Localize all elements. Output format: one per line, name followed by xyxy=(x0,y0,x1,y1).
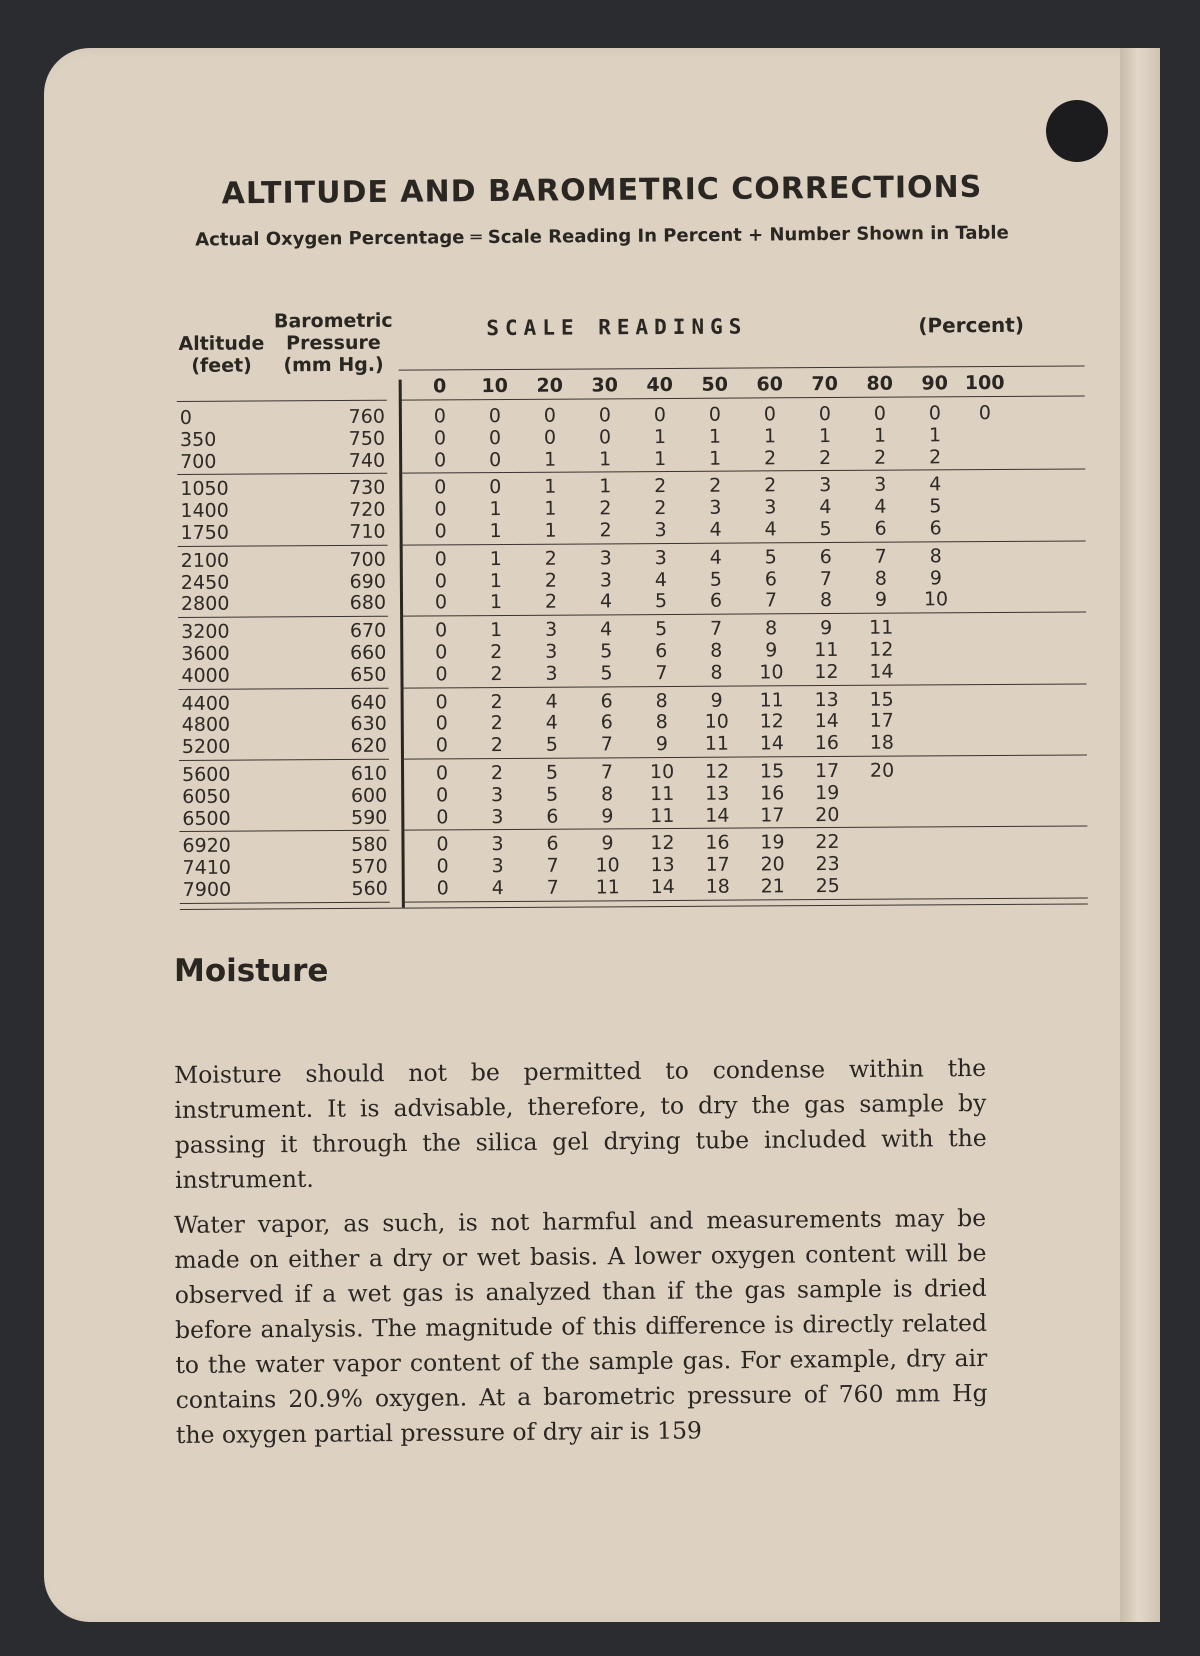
table-cell: 6 xyxy=(929,517,942,540)
table-cell: 7 xyxy=(546,854,559,877)
table-cell: 4 xyxy=(545,690,558,713)
table-cell: 1 xyxy=(544,476,557,499)
altitude-value: 2800 xyxy=(180,593,230,616)
table-cell: 12 xyxy=(650,832,675,855)
table-cell: 10 xyxy=(759,661,784,684)
altitude-value: 6920 xyxy=(182,835,231,858)
altitude-value: 6500 xyxy=(182,807,231,830)
table-cell: 1 xyxy=(490,619,503,642)
pressure-value: 580 xyxy=(351,834,388,857)
table-cell: 12 xyxy=(869,638,894,661)
bottom-rule xyxy=(180,903,1088,910)
table-cell: 8 xyxy=(929,545,942,568)
table-cell: 3 xyxy=(545,662,558,685)
table-cell: 0 xyxy=(488,426,502,449)
table-cell: 7 xyxy=(600,761,614,784)
table-cell: 1 xyxy=(544,497,557,520)
table-cell: 18 xyxy=(705,875,730,898)
table-cell: 5 xyxy=(655,618,668,641)
table-cell: 0 xyxy=(598,426,612,449)
table-cell: 0 xyxy=(978,402,991,425)
table-cell: 7 xyxy=(546,876,559,899)
table-cell: 0 xyxy=(435,734,449,757)
group-rule xyxy=(178,616,388,618)
table-cell: 2 xyxy=(490,662,503,685)
group-rule xyxy=(177,473,387,475)
table-cell: 3 xyxy=(491,783,504,806)
table-cell: 0 xyxy=(489,476,502,499)
altitude-value: 350 xyxy=(179,428,217,451)
table-cell: 6 xyxy=(764,567,777,591)
pressure-value: 640 xyxy=(350,691,387,714)
altitude-value: 1400 xyxy=(180,499,229,523)
scale-readings-unit: (Percent) xyxy=(918,312,1024,338)
table-cell: 8 xyxy=(710,639,723,662)
table-cell: 16 xyxy=(760,782,785,805)
table-cell: 2 xyxy=(490,712,503,735)
pressure-value: 600 xyxy=(350,784,388,807)
pressure-value: 680 xyxy=(349,592,387,615)
table-cell: 3 xyxy=(491,833,504,856)
table-cell: 4 xyxy=(764,518,777,541)
table-cell: 21 xyxy=(760,875,785,898)
table-cell: 5 xyxy=(546,783,559,806)
table-cell: 15 xyxy=(759,760,785,783)
table-cell: 17 xyxy=(760,803,785,827)
column-header: 80 xyxy=(866,372,893,395)
pressure-value: 570 xyxy=(351,855,388,879)
column-header: 50 xyxy=(701,373,728,396)
table-cell: 8 xyxy=(710,661,723,684)
table-cell: 2 xyxy=(490,734,504,757)
table-cell: 1 xyxy=(489,569,502,592)
column-header: 70 xyxy=(811,372,838,396)
table-cell: 6 xyxy=(655,640,668,663)
table-cell: 23 xyxy=(815,853,840,876)
table-cell: 9 xyxy=(601,804,614,828)
punch-hole xyxy=(1046,100,1108,162)
table-cell: 2 xyxy=(599,519,612,542)
table-cell: 5 xyxy=(819,518,832,541)
altitude-value: 4400 xyxy=(181,692,231,715)
table-cell: 5 xyxy=(545,733,559,756)
table-cell: 0 xyxy=(434,498,447,521)
table-cell: 2 xyxy=(544,547,557,570)
table-cell: 13 xyxy=(814,688,839,711)
table-cell: 3 xyxy=(819,474,832,497)
table-cell: 1 xyxy=(489,520,502,543)
table-cell: 3 xyxy=(545,618,558,641)
header-rule xyxy=(177,400,387,402)
table-cell: 2 xyxy=(764,446,777,470)
pressure-value: 610 xyxy=(350,762,388,785)
table-cell: 3 xyxy=(874,474,887,497)
table-cell: 19 xyxy=(815,781,840,804)
table-cell: 12 xyxy=(814,660,839,683)
table-cell: 5 xyxy=(929,495,942,518)
pressure-value: 750 xyxy=(348,427,386,450)
table-cell: 0 xyxy=(489,448,502,471)
table-cell: 2 xyxy=(490,690,503,713)
table-cell: 6 xyxy=(600,689,613,713)
table-cell: 22 xyxy=(815,831,840,854)
header-rule xyxy=(399,365,1085,370)
table-cell: 3 xyxy=(764,496,777,519)
table-cell: 14 xyxy=(650,875,675,899)
table-cell: 1 xyxy=(709,447,722,470)
table-cell: 14 xyxy=(759,732,785,755)
table-cell: 13 xyxy=(705,782,730,805)
table-cell: 8 xyxy=(765,617,778,640)
column-header: 10 xyxy=(481,374,508,398)
altitude-value: 3200 xyxy=(181,620,230,644)
table-cell: 0 xyxy=(818,403,831,426)
table-cell: 0 xyxy=(436,855,449,878)
table-cell: 1 xyxy=(544,448,557,471)
table-cell: 0 xyxy=(543,404,556,427)
table-cell: 13 xyxy=(650,854,675,877)
table-cell: 11 xyxy=(650,782,675,805)
table-cell: 6 xyxy=(709,590,723,613)
table-cell: 0 xyxy=(598,404,611,427)
pressure-value: 660 xyxy=(349,641,387,664)
table-cell: 4 xyxy=(599,590,613,613)
table-cell: 9 xyxy=(655,733,669,756)
table-cell: 0 xyxy=(435,690,448,714)
table-cell: 4 xyxy=(491,877,504,900)
table-cell: 0 xyxy=(434,548,447,571)
table-cell: 0 xyxy=(708,403,721,426)
table-cell: 7 xyxy=(819,567,832,590)
table-cell: 4 xyxy=(545,712,558,735)
table-cell: 0 xyxy=(434,476,447,499)
booklet-page xyxy=(44,48,1160,1622)
table-cell: 3 xyxy=(654,519,667,542)
table-cell: 12 xyxy=(759,710,784,733)
table-cell: 15 xyxy=(869,688,894,711)
table-cell: 0 xyxy=(435,663,448,686)
table-cell: 1 xyxy=(654,447,667,470)
column-header: 20 xyxy=(536,374,563,397)
table-cell: 0 xyxy=(434,569,448,593)
pressure-value: 690 xyxy=(349,570,386,593)
table-cell: 16 xyxy=(814,732,840,755)
table-cell: 3 xyxy=(491,805,504,828)
altitude-value: 700 xyxy=(180,450,217,473)
table-cell: 5 xyxy=(600,662,613,685)
table-cell: 1 xyxy=(708,425,722,448)
table-cell: 1 xyxy=(544,519,557,542)
table-cell: 1 xyxy=(599,475,612,498)
table-cell: 2 xyxy=(544,569,557,592)
table-cell: 20 xyxy=(869,759,895,782)
table-cell: 7 xyxy=(764,589,778,612)
table-cell: 0 xyxy=(543,426,557,449)
table-cell: 0 xyxy=(434,448,447,472)
pressure-value: 730 xyxy=(348,477,386,500)
pressure-value: 620 xyxy=(350,734,387,758)
table-cell: 4 xyxy=(874,495,887,518)
table-cell: 2 xyxy=(654,497,667,520)
table-cell: 8 xyxy=(819,589,833,612)
table-cell: 6 xyxy=(546,833,559,856)
table-cell: 0 xyxy=(763,403,776,426)
table-cell: 14 xyxy=(705,804,730,827)
table-cell: 12 xyxy=(704,760,730,783)
table-cell: 1 xyxy=(763,425,777,448)
table-cell: 11 xyxy=(814,638,839,662)
table-cell: 20 xyxy=(815,803,840,826)
altitude-value: 1750 xyxy=(180,521,230,544)
group-rule xyxy=(180,902,390,904)
table-cell: 5 xyxy=(654,590,668,613)
group-rule xyxy=(179,759,389,761)
column-header: 60 xyxy=(756,373,783,396)
table-cell: 4 xyxy=(709,518,722,541)
table-cell: 14 xyxy=(869,660,894,683)
table-cell: 6 xyxy=(874,517,887,540)
column-header: 30 xyxy=(591,374,618,397)
pressure-value: 670 xyxy=(349,619,387,643)
table-cell: 4 xyxy=(654,568,667,591)
table-cell: 0 xyxy=(928,402,941,425)
table-cell: 6 xyxy=(600,711,613,734)
table-cell: 4 xyxy=(819,496,832,519)
table-cell: 9 xyxy=(929,566,942,589)
table-cell: 7 xyxy=(874,545,887,568)
page-subtitle: Actual Oxygen Percentage ═ Scale Reading In Percent + Number Shown in Table xyxy=(195,222,1009,251)
table-cell: 2 xyxy=(490,762,504,785)
table-cell: 2 xyxy=(874,446,887,469)
table-cell: 17 xyxy=(814,759,840,783)
pressure-value: 740 xyxy=(348,449,386,472)
table-cell: 4 xyxy=(929,473,942,496)
table-cell: 9 xyxy=(710,689,723,712)
table-cell: 10 xyxy=(595,854,620,877)
table-cell: 0 xyxy=(435,712,448,735)
table-cell: 11 xyxy=(595,876,620,899)
table-cell: 9 xyxy=(601,832,614,855)
table-cell: 1 xyxy=(489,547,502,570)
table-cell: 2 xyxy=(764,474,777,497)
table-cell: 11 xyxy=(650,804,675,827)
table-cell: 10 xyxy=(649,760,675,784)
altitude-value: 7900 xyxy=(182,878,232,901)
group-rule xyxy=(179,687,389,689)
altitude-value: 2100 xyxy=(180,549,230,572)
table-cell: 18 xyxy=(869,731,895,754)
altitude-value: 3600 xyxy=(181,642,230,665)
column-header: 90 xyxy=(921,372,948,395)
table-cell: 17 xyxy=(869,710,894,733)
pressure-value: 630 xyxy=(350,713,387,736)
table-cell: 14 xyxy=(814,710,839,733)
altitude-value: 6050 xyxy=(182,785,231,808)
table-cell: 8 xyxy=(601,783,614,806)
column-header: 0 xyxy=(433,375,447,398)
table-cell: 0 xyxy=(434,591,448,614)
table-cell: 2 xyxy=(709,475,722,498)
table-cell: 0 xyxy=(653,404,666,427)
table-cell: 6 xyxy=(819,545,832,568)
table-cell: 0 xyxy=(873,402,886,425)
table-cell: 0 xyxy=(436,877,449,900)
table-cell: 3 xyxy=(599,547,612,570)
pressure-value: 560 xyxy=(351,877,388,900)
table-cell: 2 xyxy=(490,641,503,664)
table-cell: 6 xyxy=(546,805,559,828)
table-cell: 0 xyxy=(434,520,447,543)
table-cell: 19 xyxy=(760,831,785,854)
table-cell: 16 xyxy=(705,832,730,855)
table-cell: 20 xyxy=(760,853,785,876)
altitude-value: 7410 xyxy=(182,856,232,880)
moisture-paragraph-1: Moisture should not be permitted to condense within the instrument. It is advisable, therefore, to dry the gas sample by passing it through the silica gel drying tube included with the instrument. xyxy=(174,1053,987,1194)
table-cell: 9 xyxy=(874,589,888,612)
table-cell: 0 xyxy=(436,833,449,856)
table-cell: 1 xyxy=(928,424,942,447)
table-cell: 4 xyxy=(709,546,722,569)
table-cell: 25 xyxy=(815,874,840,898)
table-cell: 2 xyxy=(929,445,942,468)
table-cell: 17 xyxy=(705,853,730,876)
altitude-value: 4000 xyxy=(181,664,230,687)
table-cell: 3 xyxy=(491,855,504,878)
table-cell: 0 xyxy=(435,619,448,642)
table-cell: 3 xyxy=(654,546,667,569)
table-cell: 11 xyxy=(869,616,894,639)
altitude-value: 2450 xyxy=(180,571,230,594)
table-cell: 5 xyxy=(709,568,722,591)
pressure-value: 720 xyxy=(349,498,386,522)
table-cell: 7 xyxy=(600,733,614,756)
pressure-value: 760 xyxy=(348,405,385,428)
page-spine xyxy=(1120,48,1160,1622)
pressure-value: 650 xyxy=(350,663,387,686)
altitude-value: 0 xyxy=(179,406,193,429)
table-cell: 2 xyxy=(654,475,667,498)
table-cell: 0 xyxy=(488,405,501,428)
altitude-value: 5600 xyxy=(181,763,231,786)
column-divider xyxy=(399,380,405,908)
altitude-value: 5200 xyxy=(181,735,231,759)
table-cell: 8 xyxy=(655,689,668,712)
table-cell: 1 xyxy=(489,591,503,614)
table-cell: 2 xyxy=(544,591,558,614)
scale-readings-title: SCALE READINGS xyxy=(486,314,748,341)
table-cell: 3 xyxy=(599,568,612,592)
altitude-value: 1050 xyxy=(180,478,229,501)
table-cell: 3 xyxy=(545,640,558,663)
table-cell: 0 xyxy=(435,641,448,664)
altitude-value: 4800 xyxy=(181,714,231,737)
table-cell: 1 xyxy=(873,424,887,447)
table-cell: 10 xyxy=(923,588,949,611)
page-title: ALTITUDE AND BAROMETRIC CORRECTIONS xyxy=(221,169,983,212)
table-cell: 11 xyxy=(759,688,784,712)
table-cell: 5 xyxy=(764,546,777,569)
table-cell: 1 xyxy=(489,498,502,521)
table-cell: 3 xyxy=(709,496,722,519)
pressure-value: 590 xyxy=(350,806,388,829)
table-cell: 0 xyxy=(433,405,446,428)
moisture-heading: Moisture xyxy=(174,953,329,989)
table-cell: 0 xyxy=(436,805,449,829)
pressure-value: 710 xyxy=(349,520,386,543)
table-cell: 11 xyxy=(704,732,730,755)
table-cell: 1 xyxy=(653,425,667,448)
pressure-value: 700 xyxy=(349,548,386,571)
altitude-header: Altitude (feet) xyxy=(178,332,265,377)
table-cell: 9 xyxy=(765,639,778,662)
table-cell: 0 xyxy=(433,427,447,450)
table-cell: 7 xyxy=(710,617,723,640)
table-cell: 4 xyxy=(600,618,613,641)
table-cell: 1 xyxy=(599,447,612,471)
group-rule xyxy=(179,830,389,832)
moisture-paragraph-2: Water vapor, as such, is not harmful and measurements may be made on either a dry or wet basis. A lower oxygen content will be observed if a wet gas is analyzed than if the gas sample is dried before analysis. The magnitude of this difference is directly related to the water vapor content of the sample gas. For example, dry air contains 20.9% oxygen. At a barometric pressure of 760 mm Hg the oxygen partial pressure of dry air is 159 xyxy=(174,1203,988,1449)
table-cell: 2 xyxy=(599,497,612,520)
table-cell: 0 xyxy=(436,784,449,807)
pressure-header: Barometric Pressure (mm Hg.) xyxy=(273,309,393,377)
table-cell: 5 xyxy=(600,640,613,663)
table-cell: 5 xyxy=(545,761,559,784)
table-cell: 7 xyxy=(655,661,668,684)
table-cell: 8 xyxy=(655,711,668,734)
column-header: 40 xyxy=(646,373,673,397)
table-cell: 8 xyxy=(874,567,887,590)
table-cell: 2 xyxy=(819,446,832,469)
table-cell: 10 xyxy=(704,711,729,734)
column-header: 100 xyxy=(964,371,1005,395)
table-cell: 1 xyxy=(818,424,832,447)
table-cell: 0 xyxy=(435,762,449,785)
group-rule xyxy=(178,545,388,547)
corrections-table xyxy=(176,267,1090,933)
table-cell: 9 xyxy=(820,617,833,640)
